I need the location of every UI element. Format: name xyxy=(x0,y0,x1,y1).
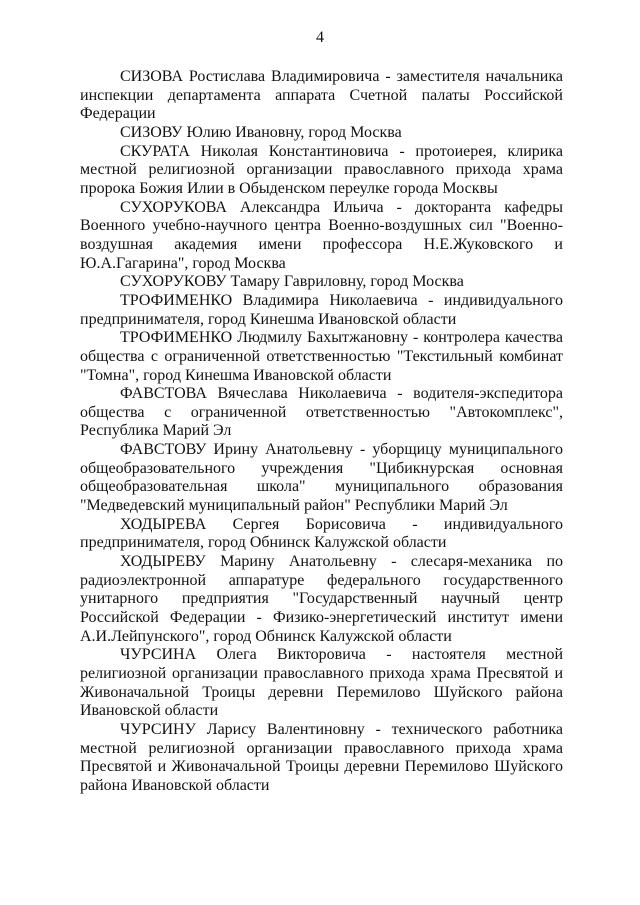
list-entry-chursina-larisa: ЧУРСИНУ Ларису Валентиновну - технического работника местной религиозной организации православного прихода храма Пресвятой и Живоначальной Троицы деревни Перемилово Шуйского района Ивановской области xyxy=(80,720,563,794)
list-entry-khodyreva-marina: ХОДЫРЕВУ Марину Анатольевну - слесаря-механика по радиоэлектронной аппаратуре федерального государственного унитарного предприятия "Государственный научный центр Российской Федерации - Физико-энергетический институт имени А.И.Лейпунского", город Обнинск Калужской области xyxy=(80,553,563,645)
list-entry-sukhorukov-alexander: СУХОРУКОВА Александра Ильича - докторанта кафедры Военного учебно-научного центра Военно-воздушных сил "Военно-воздушная академия имени профессора Н.Е.Жуковского и Ю.А.Гагарина", город Москва xyxy=(80,198,563,272)
list-entry-trofimenko-lyudmila: ТРОФИМЕНКО Людмилу Бахытжановну - контролера качества общества с ограниченной ответственностью "Текстильный комбинат "Томна", город Кинешма Ивановской области xyxy=(80,329,563,384)
list-entry-sizova-yulia: СИЗОВУ Юлию Ивановну, город Москва xyxy=(120,123,402,141)
award-list xyxy=(80,68,563,796)
list-entry-sizov-rostislav: СИЗОВА Ростислава Владимировича - заместителя начальника инспекции департамента аппарата Счетной палаты Российской Федерации xyxy=(80,68,563,123)
list-entry-sukhorukova-tamara: СУХОРУКОВУ Тамару Гавриловну, город Москва xyxy=(120,273,464,291)
list-entry-chursin-oleg: ЧУРСИНА Олега Викторовича - настоятеля местной религиозной организации православного прихода храма Пресвятой и Живоначальной Троицы деревни Перемилово Шуйского района Ивановской области xyxy=(80,646,563,720)
list-entry-favstov-vyacheslav: ФАВСТОВА Вячеслава Николаевича - водителя-экспедитора общества с ограниченной ответственностью "Автокомплекс", Республика Марий Эл xyxy=(80,385,563,440)
list-entry-favstova-irina: ФАВСТОВУ Ирину Анатольевну - уборщицу муниципального общеобразовательного учреждения "Цибикнурская основная общеобразовательная школа" муниципального образования "Медведевский муниципальный район" Республики Марий Эл xyxy=(80,441,563,515)
page-number: 4 xyxy=(316,29,324,46)
list-entry-skurat-nikolay: СКУРАТА Николая Константиновича - протоиерея, клирика местной религиозной организации православного прихода храма пророка Божия Илии в Обыденском переулке города Москвы xyxy=(80,142,563,197)
list-entry-trofimenko-vladimir: ТРОФИМЕНКО Владимира Николаевича - индивидуального предпринимателя, город Кинешма Ивановской области xyxy=(80,291,563,328)
list-entry-khodyrev-sergey: ХОДЫРЕВА Сергея Борисовича - индивидуального предпринимателя, город Обнинск Калужской области xyxy=(80,515,563,552)
